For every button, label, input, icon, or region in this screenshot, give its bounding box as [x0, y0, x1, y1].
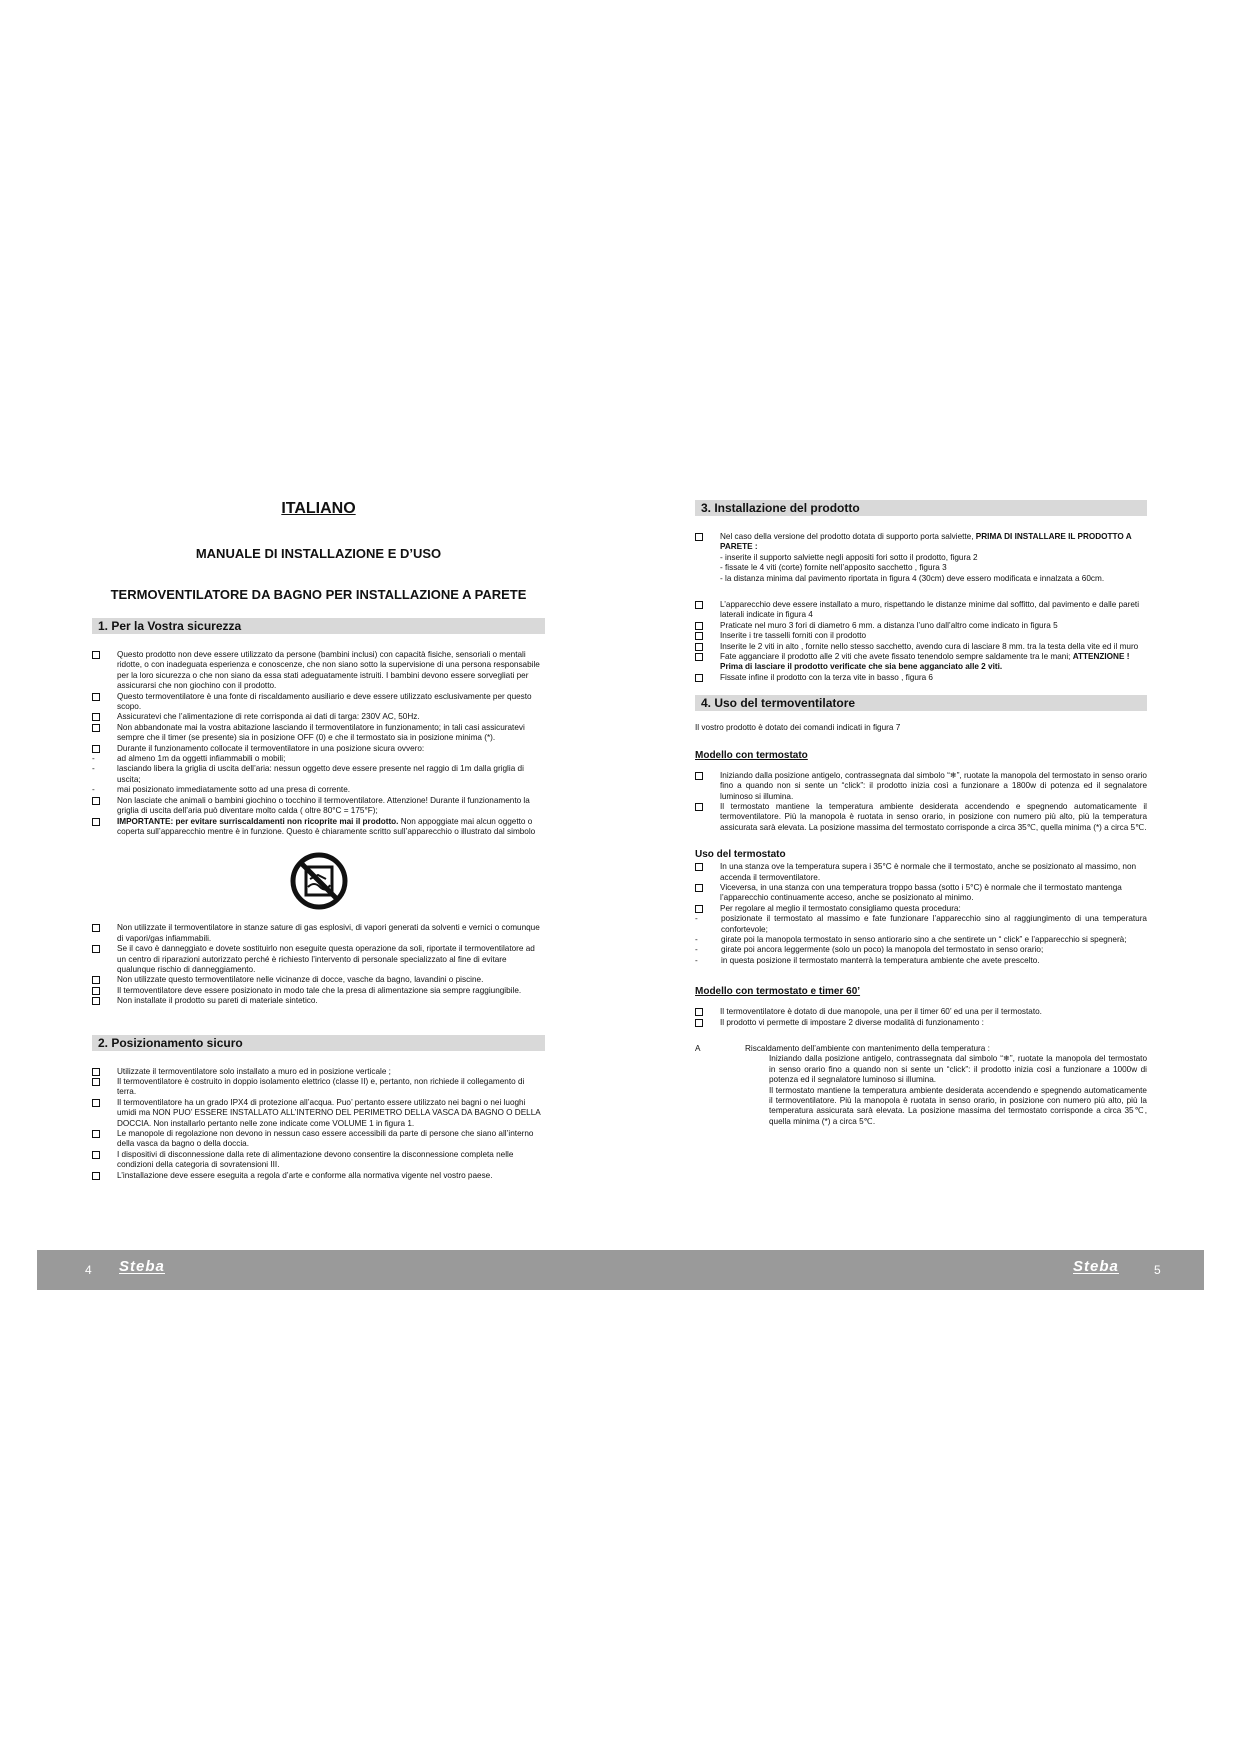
- section-3-heading: 3. Installazione del prodotto: [695, 500, 1147, 516]
- list-item: - posizionate il termostato al massimo e fate funzionare l’apparecchio sino al raggiungimento di una temperatura confortevole;: [695, 914, 1147, 934]
- list-item: L’apparecchio deve essere installato a muro, rispettando le distanze minime dal soffitto, dal pavimento e dalle pareti laterali indicate in figura 4: [695, 600, 1147, 621]
- checkbox-bullet-icon: [695, 863, 703, 871]
- list-item: Durante il funzionamento collocate il termoventilatore in una posizione sicura ovvero:: [92, 744, 545, 754]
- list-item: Se il cavo è danneggiato e dovete sostituirlo non eseguite questa operazione da soli, riportate il termoventilatore ad un centro di riparazioni autorizzato perché è richiesto l’intervento di personale specializzato al fine di evitare qualunque rischio di danneggiamento.: [92, 944, 545, 975]
- list-item: - girate poi la manopola termostato in senso antiorario sino a che sentirete un “ click” e l’apparecchio si spegnerà;: [695, 934, 1127, 944]
- section-2-list: [92, 1067, 545, 1181]
- checkbox-bullet-icon: [92, 713, 100, 721]
- checkbox-bullet-icon: [92, 945, 100, 953]
- list-item: - girate poi ancora leggermente (solo un poco) la manopola del termostato in senso orario;: [695, 945, 1044, 955]
- list-item: Non installate il prodotto su pareti di materiale sintetico.: [92, 996, 545, 1006]
- checkbox-bullet-icon: [92, 651, 100, 659]
- checkbox-bullet-icon: [695, 1019, 703, 1027]
- list-item: Assicuratevi che l’alimentazione di rete corrisponda ai dati di targa: 230V AC, 50Hz.: [92, 712, 545, 722]
- checkbox-bullet-icon: [92, 724, 100, 732]
- list-item: Iniziando dalla posizione antigelo, contrassegnata dal simbolo “❄”, ruotate la manopola del termostato in senso orario fino a quando non si sente un “click”: il prodotto inizia così a funzionare a 1800w di potenza ed il segnalatore luminoso si illumina.: [695, 771, 1147, 802]
- right-page: [695, 500, 1147, 1127]
- section-1-list-a: [92, 650, 545, 754]
- dash-bullet: -: [695, 914, 698, 924]
- model-1-list: [695, 771, 1147, 833]
- language-title: ITALIANO: [281, 500, 356, 517]
- thermostat-heading: Uso del termostato: [695, 849, 786, 861]
- list-item: Fissate infine il prodotto con la terza vite in basso , figura 6: [695, 673, 1147, 683]
- list-item: In una stanza ove la temperatura supera i 35°C è normale che il termostato, anche se posizionato al massimo, non accenda il termoventilatore.: [695, 862, 1147, 883]
- checkbox-bullet-icon: [695, 1008, 703, 1016]
- checkbox-bullet-icon: [695, 632, 703, 640]
- footer-bar: [37, 1250, 1204, 1290]
- mode-a-lines: [745, 1054, 1147, 1127]
- thermostat-dash-list: [695, 914, 1147, 966]
- checkbox-bullet-icon: [92, 1130, 100, 1138]
- list-item: Non abbandonate mai la vostra abitazione lasciando il termoventilatore in funzionamento; in tali casi assicuratevi sempre che il timer (se presente) sia in posizione OFF (0) e che il termostato sia in posizione minima (*).: [92, 723, 545, 744]
- left-page: [92, 500, 545, 1181]
- checkbox-bullet-icon: [695, 622, 703, 630]
- steba-logo-left: Steba: [119, 1258, 165, 1275]
- list-item: Inserite i tre tasselli forniti con il prodotto: [695, 631, 1147, 641]
- list-item: Inserite le 2 viti in alto , fornite nello stesso sacchetto, avendo cura di lasciare 8 mm. tra la testa della vite ed il muro: [695, 642, 1147, 652]
- checkbox-bullet-icon: [695, 772, 703, 780]
- checkbox-bullet-icon: [92, 818, 100, 826]
- checkbox-bullet-icon: [92, 797, 100, 805]
- list-item: Praticate nel muro 3 fori di diametro 6 mm. a distanza l’uno dall’altro come indicato in figura 5: [695, 621, 1147, 631]
- text-line: - la distanza minima dal pavimento riportata in figura 4 (30cm) deve essero modificata e innalzata a 60cm.: [720, 573, 1105, 583]
- list-item: Questo prodotto non deve essere utilizzato da persone (bambini inclusi) con capacità fisiche, sensoriali o mentali ridotte, o con inadeguata esperienza e conoscenze, che non siano sotto la supervisione di una persona responsabile per la loro sicurezza o che non siano da essa stati adeguatamente istruiti. I bambini devono essere sorvegliati per assicurarsi che non giochino con il prodotto.: [92, 650, 545, 692]
- steba-logo-right: Steba: [1073, 1258, 1119, 1275]
- checkbox-bullet-icon: [92, 1172, 100, 1180]
- checkbox-bullet-icon: [695, 905, 703, 913]
- section-3-hang-items: [695, 652, 1147, 683]
- product-title: TERMOVENTILATORE DA BAGNO PER INSTALLAZIONE A PARETE: [110, 587, 527, 602]
- mode-a-label: A: [695, 1044, 701, 1053]
- list-item: IMPORTANTE: per evitare surriscaldamenti non ricoprite mai il prodotto. Non appoggiate mai alcun oggetto o coperta sull’apparecchio mentre è in funzione. Questo è chiaramente scritto sull’apparecchio o illustrato dal simbolo: [92, 817, 545, 838]
- model-1-heading: Modello con termostato: [695, 749, 808, 761]
- section-2-heading: 2. Posizionamento sicuro: [92, 1035, 545, 1051]
- list-item: Per regolare al meglio il termostato consigliamo questa procedura:: [695, 904, 1147, 914]
- list-item: Nel caso della versione del prodotto dotata di supporto porta salviette, PRIMA DI INSTALLARE IL PRODOTTO A PARETE : - inserite il supporto salviette negli appositi fori sotto il prodotto, figura 2 - fissate le 4 viti (corte) fornite nell’apposito sacchetto , figura 3 - la distanza minima dal pavimento riportata in figura 4 (30cm) deve essero modificata e innalzata a 60cm.: [695, 532, 1147, 584]
- mode-a: [695, 1044, 1147, 1127]
- mode-a-item: [695, 1044, 1147, 1127]
- list-item: Viceversa, in una stanza con una temperatura troppo bassa (sotto i 5°C) è normale che il termostato mantenga l’apparecchio continuamente acceso, anche se posizionato al minimo.: [695, 883, 1147, 904]
- list-item: Questo termoventilatore è una fonte di riscaldamento ausiliario e deve essere utilizzato esclusivamente per questo scopo.: [92, 692, 545, 713]
- manual-subtitle: MANUALE DI INSTALLAZIONE E D’USO: [195, 546, 442, 561]
- list-item: Fate agganciare il prodotto alle 2 viti che avete fissato tenendolo sempre saldamente tra le mani; ATTENZIONE ! Prima di lasciare il prodotto verificate che sia bene agganciato alle 2 viti.: [695, 652, 1147, 673]
- list-item: Il prodotto vi permette di impostare 2 diverse modalità di funzionamento :: [695, 1018, 1147, 1028]
- list-item: Il termostato mantiene la temperatura ambiente desiderata accendendo e spegnendo automaticamente il termoventilatore. Più la manopola è ruotata in senso orario, in posizione con numero più alto, più la temperatura assicurata sarà elevata. La posizione massima del termostato corrisponde a circa 35℃, quella minima (*) a circa 5℃.: [695, 802, 1147, 833]
- dash-bullet: -: [695, 955, 698, 965]
- page-number-right: 5: [1154, 1263, 1161, 1277]
- checkbox-bullet-icon: [92, 976, 100, 984]
- mode-a-title: Riscaldamento dell’ambiente con mantenimento della temperatura :: [745, 1044, 990, 1053]
- page-number-left: 4: [85, 1263, 92, 1277]
- thermostat-list: [695, 862, 1147, 914]
- list-item: Non utilizzate il termoventilatore in stanze sature di gas esplosivi, di vapori generati da solventi e vernici o comunque di vapori/gas infiammabili.: [92, 923, 545, 944]
- checkbox-bullet-icon: [92, 1151, 100, 1159]
- section-4-heading: 4. Uso del termoventilatore: [695, 695, 1147, 711]
- section-4-intro: Il vostro prodotto è dotato dei comandi indicati in figura 7: [695, 723, 901, 733]
- checkbox-bullet-icon: [695, 601, 703, 609]
- checkbox-bullet-icon: [695, 643, 703, 651]
- dash-bullet: -: [695, 945, 698, 955]
- text-line: - inserite il supporto salviette negli appositi fori sotto il prodotto, figura 2: [720, 552, 978, 562]
- section-3-first-item: [695, 532, 1147, 584]
- checkbox-bullet-icon: [92, 693, 100, 701]
- section-3-sublines: [720, 553, 1147, 584]
- section-1-heading: 1. Per la Vostra sicurezza: [92, 618, 545, 634]
- model-2-heading: Modello con termostato e timer 60’: [695, 986, 861, 998]
- section-3-list: [695, 600, 1147, 652]
- text-line: Iniziando dalla posizione antigelo, contrassegnata dal simbolo “❄”, ruotate la manopola del termostato in senso orario fino a quando non si sente un “click”: il prodotto inizia così a funzionare a 1000w di potenza ed il segnalatore luminoso si illumina.: [769, 1054, 1147, 1085]
- section-1-list-b: [92, 923, 545, 1006]
- checkbox-bullet-icon: [92, 745, 100, 753]
- list-item: - lasciando libera la griglia di uscita dell’aria: nessun oggetto deve essere presente nel raggio di 1m dalla griglia di uscita;: [92, 764, 524, 784]
- list-item: Non lasciate che animali o bambini giochino o tocchino il termoventilatore. Attenzione! Durante il funzionamento la griglia di uscita dell’aria può diventare molto calda ( oltre 80°C = 175°F);: [92, 796, 545, 817]
- checkbox-bullet-icon: [695, 533, 703, 541]
- dash-bullet: -: [92, 764, 95, 774]
- section-1-dash-list: [92, 754, 545, 796]
- list-item: L’installazione deve essere eseguita a regola d’arte e conforme alla normativa vigente nel vostro paese.: [92, 1171, 545, 1181]
- checkbox-bullet-icon: [92, 1099, 100, 1107]
- checkbox-bullet-icon: [695, 803, 703, 811]
- model-2-list: [695, 1007, 1147, 1028]
- list-item: Il termoventilatore deve essere posizionato in modo tale che la presa di alimentazione sia sempre raggiungibile.: [92, 986, 545, 996]
- list-item: Il termoventilatore è dotato di due manopole, una per il timer 60’ ed una per il termostato.: [695, 1007, 1147, 1017]
- checkbox-bullet-icon: [92, 987, 100, 995]
- checkbox-bullet-icon: [92, 1068, 100, 1076]
- list-item: - mai posizionato immediatamente sotto ad una presa di corrente.: [92, 785, 351, 795]
- list-item: I dispositivi di disconnessione dalla rete di alimentazione devono consentire la disconnessione completa nelle condizioni della categoria di sovratensioni III.: [92, 1150, 545, 1171]
- dash-bullet: -: [695, 934, 698, 944]
- checkbox-bullet-icon: [92, 1078, 100, 1086]
- list-item: Il termoventilatore è costruito in doppio isolamento elettrico (classe II) e, pertanto, non richiede il collegamento di terra.: [92, 1077, 545, 1098]
- checkbox-bullet-icon: [695, 884, 703, 892]
- checkbox-bullet-icon: [695, 653, 703, 661]
- do-not-cover-icon: [289, 851, 349, 911]
- list-item: Le manopole di regolazione non devono in nessun caso essere accessibili da parte di persone che siano all’interno della vasca da bagno o della doccia.: [92, 1129, 545, 1150]
- list-item: - ad almeno 1m da oggetti infiammabili o mobili;: [92, 754, 286, 764]
- checkbox-bullet-icon: [92, 924, 100, 932]
- checkbox-bullet-icon: [92, 997, 100, 1005]
- dash-bullet: -: [92, 754, 95, 764]
- list-item: - in questa posizione il termostato manterrà la temperatura ambiente che avete prescelto.: [695, 955, 1040, 965]
- list-item: Utilizzate il termoventilatore solo installato a muro ed in posizione verticale ;: [92, 1067, 545, 1077]
- section-1-list-children: [92, 796, 545, 838]
- text-line: Il termostato mantiene la temperatura ambiente desiderata accendendo e spegnendo automaticamente il termoventilatore. Più la manopola è ruotata in senso orario, in posizione con numero più alto, più la temperatura assicurata sarà elevata. La posizione massima del termostato corrisponde a circa 35℃, quella minima (*) a circa 5℃.: [769, 1085, 1147, 1126]
- checkbox-bullet-icon: [695, 674, 703, 682]
- text-line: - fissate le 4 viti (corte) fornite nell’apposito sacchetto , figura 3: [720, 563, 947, 573]
- dash-bullet: -: [92, 785, 95, 795]
- list-item: Non utilizzate questo termoventilatore nelle vicinanze di docce, vasche da bagno, lavandini o piscine.: [92, 975, 545, 985]
- list-item: Il termoventilatore ha un grado IPX4 di protezione all’acqua. Puo’ pertanto essere utilizzato nei bagni o nei luoghi umidi ma NON PUO’ ESSERE INSTALLATO ALL’INTERNO DEL PERIMETRO DELLA VASCA DA BAGNO O DELLA DOCCIA. Non installarlo pertanto nelle zone indicate come VOLUME 1 in figura 1.: [92, 1098, 545, 1129]
